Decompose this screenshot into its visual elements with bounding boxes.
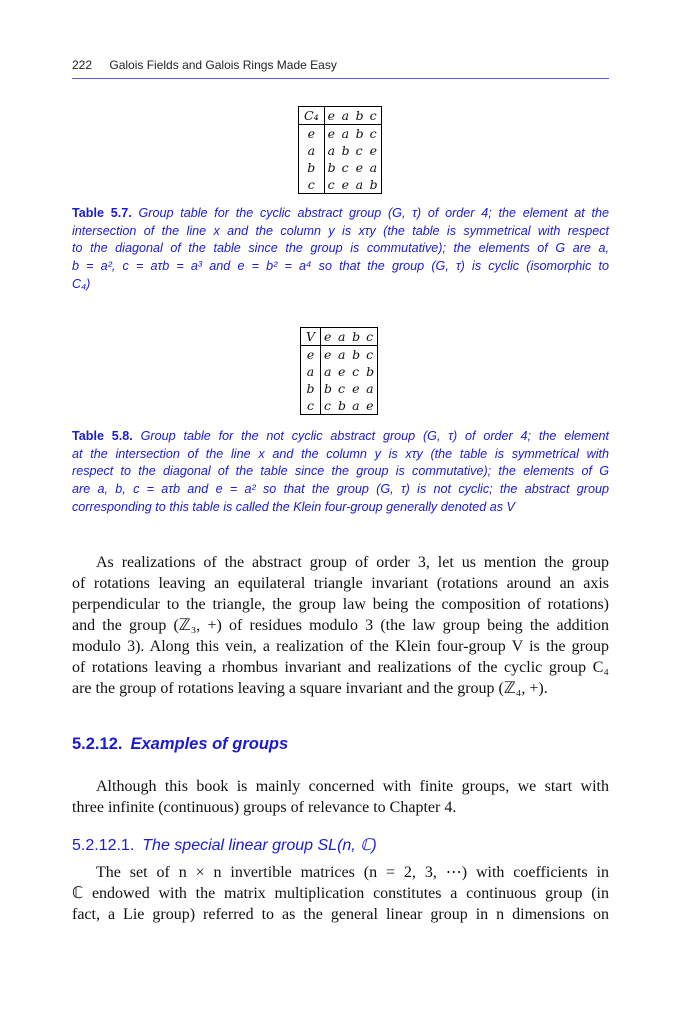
caption-line: to the diagonal of the table since the group is commutative); the elements of G are a, <box>72 241 609 256</box>
column-header: b <box>353 107 367 125</box>
cell: a <box>366 381 374 396</box>
cell: e <box>352 381 360 396</box>
text-line: three infinite (continuous) groups of relevance to Chapter 4. <box>72 799 457 816</box>
row-header: a <box>299 142 325 159</box>
text-line: Although this book is mainly concerned with finite groups, we start with <box>96 778 609 795</box>
caption-line: b = a², c = aτb = a³ and e = b² = a⁴ so that the group (G, τ) is cyclic (isomorphic to <box>72 259 609 274</box>
text-line: perpendicular to the triangle, the group law being the composition of rotations) <box>72 596 609 613</box>
cell: b <box>324 381 333 396</box>
table-row <box>301 397 378 415</box>
table-row <box>299 176 382 194</box>
caption-line: are a, b, c = aτb and e = a² so that the group (G, τ) is not cyclic; the abstract group <box>72 482 609 497</box>
caption-line: C₄) <box>72 276 91 291</box>
cell: b <box>327 160 336 175</box>
row-header: b <box>301 380 321 397</box>
table-row <box>301 380 378 397</box>
paragraph-linear-group <box>72 862 609 925</box>
table-caption-5-8 <box>72 428 609 516</box>
text-line: fact, a Lie group) referred to as the general linear group in n dimensions on <box>72 906 609 923</box>
running-header <box>72 58 351 72</box>
caption-line: Group table for the not cyclic abstract group (G, τ) of order 4; the element <box>140 429 610 443</box>
cell: b <box>369 177 378 192</box>
cell: b <box>338 398 347 413</box>
column-header: c <box>367 107 382 125</box>
table-corner: C₄ <box>299 107 325 125</box>
column-header: c <box>363 328 378 346</box>
table-row <box>299 125 382 143</box>
column-header: e <box>321 328 336 346</box>
cell: c <box>327 177 335 192</box>
cell: a <box>355 177 364 192</box>
column-header: a <box>339 107 353 125</box>
caption-label: Table 5.7. <box>72 206 132 220</box>
cell: e <box>369 143 378 158</box>
header-rule <box>72 78 609 79</box>
paragraph-realizations <box>72 552 609 699</box>
section-title: Examples of groups <box>130 735 289 753</box>
page-number: 222 <box>72 58 93 72</box>
section-heading <box>72 735 288 754</box>
caption-line: intersection of the line x and the column y is xτy (the table is symmetrical with respect <box>72 223 609 238</box>
caption-label: Table 5.8. <box>72 429 133 443</box>
table-row <box>301 363 378 380</box>
text-line: and the group (ℤ₃, +) of residues modulo 3 (the law group being the addition <box>72 617 609 634</box>
cell: c <box>352 364 360 379</box>
text-line: are the group of rotations leaving a square invariant and the group (ℤ₄, +). <box>72 680 548 697</box>
cell: b <box>352 347 361 362</box>
subsection-heading <box>72 835 377 855</box>
cell: b <box>355 126 364 141</box>
cell: e <box>327 126 335 141</box>
cell: c <box>369 126 377 141</box>
cell: c <box>341 160 349 175</box>
caption-line: respect to the diagonal of the table since the group is commutative); the elements of G <box>72 464 609 479</box>
cell: a <box>369 160 378 175</box>
cell: e <box>341 177 349 192</box>
cell: a <box>352 398 360 413</box>
table-caption-5-7 <box>72 205 609 293</box>
group-table-klein <box>300 327 378 415</box>
table-corner: V <box>301 328 321 346</box>
row-header: c <box>299 176 325 194</box>
cell: a <box>341 126 350 141</box>
row-header: e <box>301 346 321 364</box>
text-line: As realizations of the abstract group of order 3, let us mention the group <box>96 554 609 571</box>
table-row <box>301 346 378 364</box>
cell: b <box>366 364 375 379</box>
cell: c <box>338 381 346 396</box>
text-line: modulo 3). Along this vein, a realization of the Klein four-group V is the group <box>72 638 609 655</box>
row-header: b <box>299 159 325 176</box>
caption-line: at the intersection of the line x and the column y is xτy (the table is symmetrical with <box>72 446 609 461</box>
row-header: e <box>299 125 325 143</box>
column-header: e <box>324 107 339 125</box>
group-table-c4 <box>298 106 382 194</box>
text-line: of rotations leaving an equilateral triangle invariant (rotations around an axis <box>72 575 609 592</box>
paragraph-infinite-groups <box>72 776 609 818</box>
cell: c <box>324 398 332 413</box>
cell: c <box>366 347 374 362</box>
column-header: a <box>335 328 349 346</box>
cell: a <box>338 347 346 362</box>
cell: e <box>324 347 332 362</box>
cell: e <box>355 160 364 175</box>
text-line: The set of n × n invertible matrices (n = 2, 3, ⋯) with coefficients in <box>96 864 609 881</box>
cell: e <box>338 364 346 379</box>
caption-line: Group table for the cyclic abstract group (G, τ) of order 4; the element at the <box>138 206 610 220</box>
text-line: ℂ endowed with the matrix multiplication constitutes a continuous group (in <box>72 885 609 902</box>
running-title: Galois Fields and Galois Rings Made Easy <box>109 58 337 72</box>
subsection-title: The special linear group SL(n, ℂ) <box>142 837 377 854</box>
caption-line: corresponding to this table is called the Klein four-group generally denoted as V <box>72 499 515 514</box>
cell: a <box>324 364 332 379</box>
cell: b <box>341 143 350 158</box>
column-header: b <box>349 328 363 346</box>
text-line: of rotations leaving a rhombus invariant and realizations of the cyclic group C₄ <box>72 659 609 676</box>
table-row <box>299 142 382 159</box>
subsection-number: 5.2.12.1. <box>72 837 135 854</box>
row-header: a <box>301 363 321 380</box>
row-header: c <box>301 397 321 415</box>
cell: a <box>327 143 336 158</box>
table-row <box>299 159 382 176</box>
cell: c <box>355 143 363 158</box>
cell: e <box>366 398 374 413</box>
section-number: 5.2.12. <box>72 735 123 753</box>
